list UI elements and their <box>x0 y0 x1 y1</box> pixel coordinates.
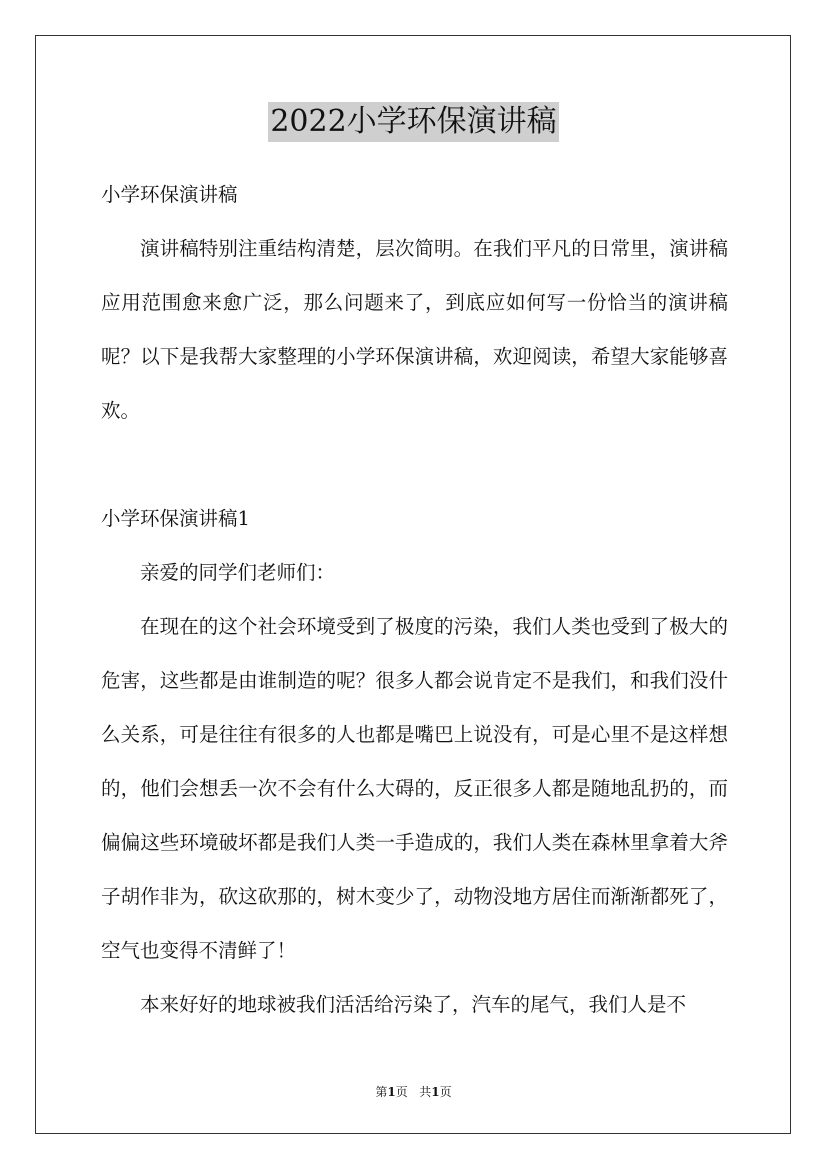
page-prefix: 第 <box>375 1085 388 1099</box>
total-pages: 1 <box>431 1085 440 1099</box>
page-suffix: 页 <box>395 1085 408 1099</box>
total-prefix: 共 <box>419 1085 432 1099</box>
total-suffix: 页 <box>439 1085 452 1099</box>
body-paragraph-2: 本来好好的地球被我们活活给污染了，汽车的尾气，我们人是不 <box>140 993 687 1016</box>
document-subtitle: 小学环保演讲稿 <box>101 183 238 206</box>
document-title: 2022小学环保演讲稿 <box>268 102 558 142</box>
page-number: 1 <box>387 1085 396 1099</box>
salutation: 亲爱的同学们老师们： <box>140 561 336 584</box>
section-heading: 小学环保演讲稿1 <box>101 507 250 530</box>
paragraph-gap <box>101 438 728 492</box>
document-body <box>101 168 728 1032</box>
page-footer <box>0 1083 827 1101</box>
body-paragraph-1: 在现在的这个社会环境受到了极度的污染，我们人类也受到了极大的危害，这些都是由谁制造的呢？很多人都会说肯定不是我们，和我们没什么关系，可是往往有很多的人也都是嘴巴上说没有，可是心里不是这样想的，他们会想丢一次不会有什么大碍的，反正很多人都是随地乱扔的，而偏偏这些环境破坏都是我们人类一手造成的，我们人类在森林里拿着大斧子胡作非为，砍这砍那的，树木变少了，动物没地方居住而渐渐都死了，空气也变得不清鲜了！ <box>101 615 728 962</box>
intro-paragraph: 演讲稿特别注重结构清楚，层次简明。在我们平凡的日常里，演讲稿应用范围愈来愈广泛，那么问题来了，到底应如何写一份恰当的演讲稿呢？以下是我帮大家整理的小学环保演讲稿，欢迎阅读，希望大家能够喜欢。 <box>101 237 728 422</box>
title-container <box>0 102 827 142</box>
